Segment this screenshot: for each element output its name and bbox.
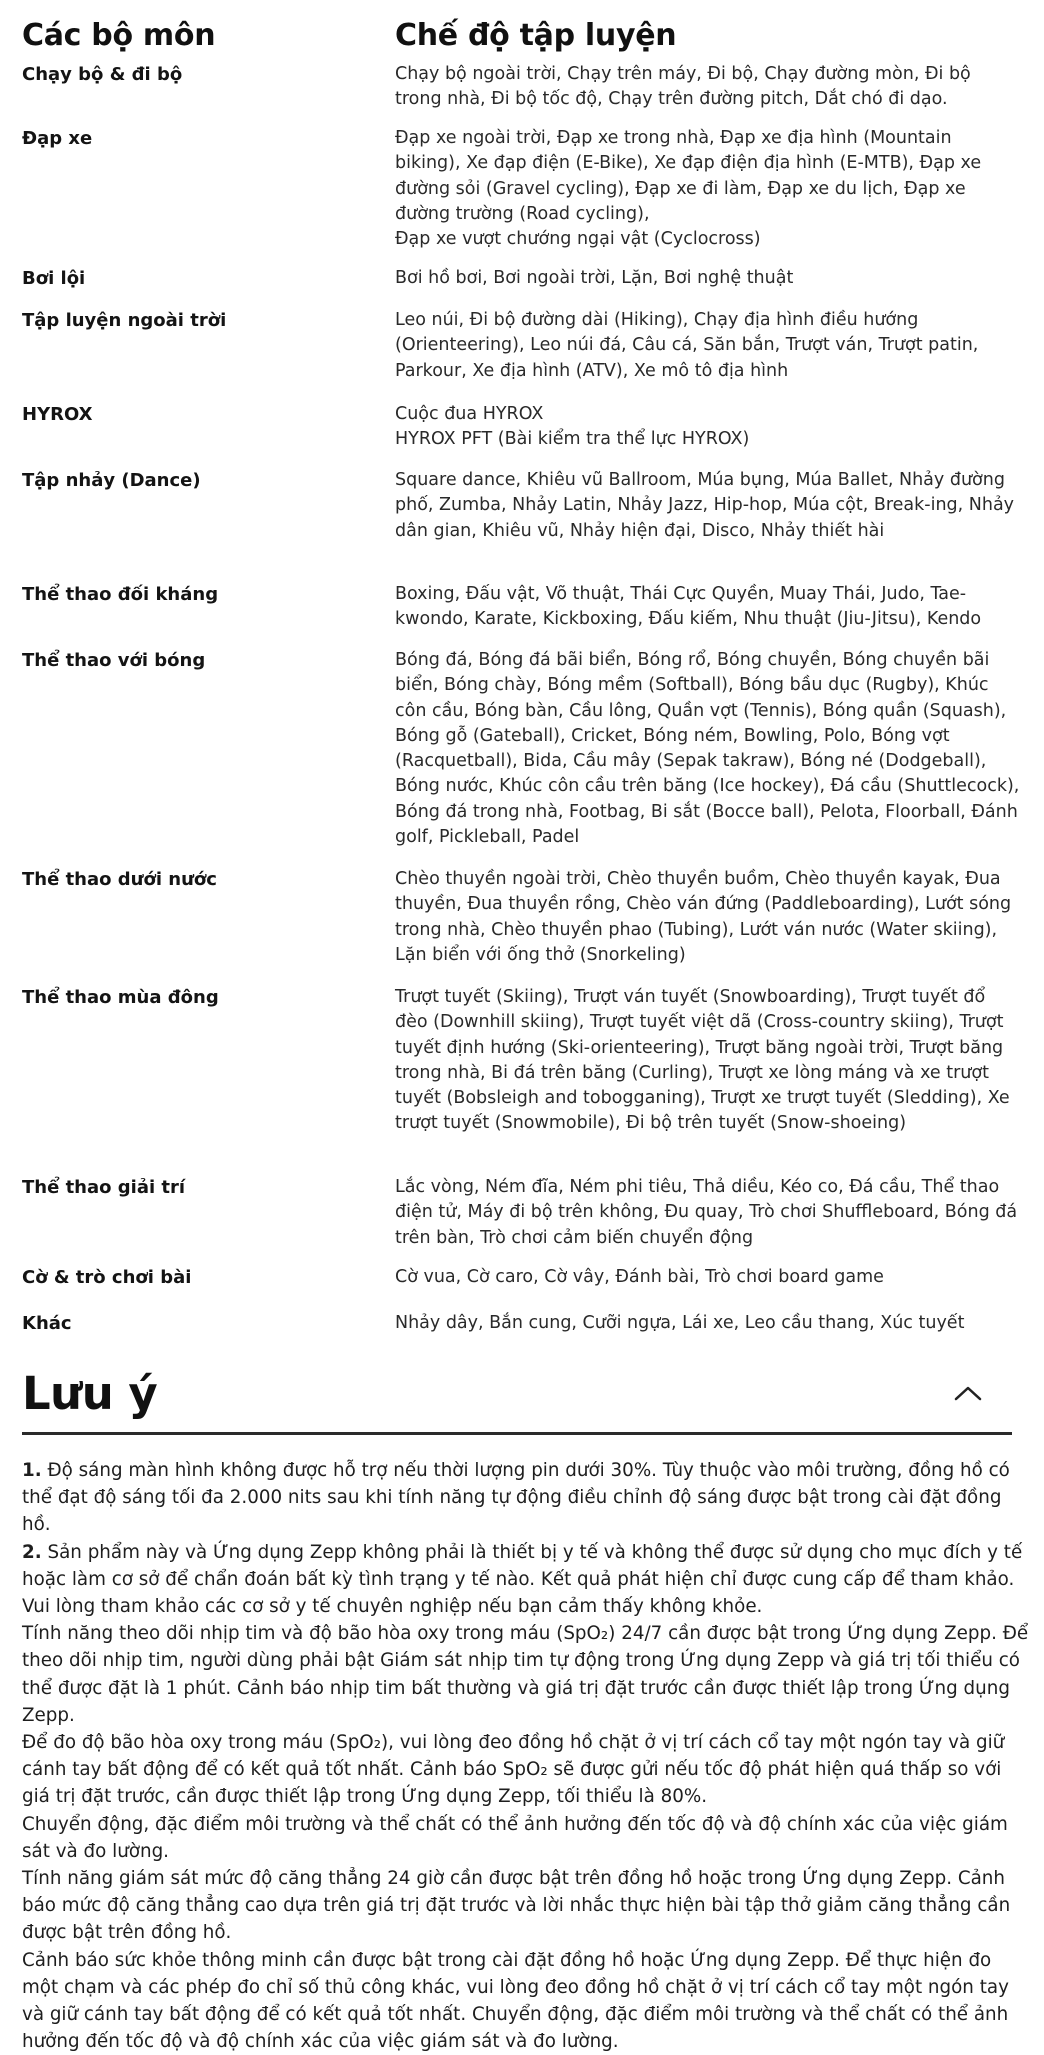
notes-header[interactable] <box>22 1362 1012 1435</box>
table-header <box>22 18 1022 62</box>
sports-modes-table <box>22 18 1022 1351</box>
table-row <box>22 402 1022 468</box>
note-paragraph: Tính năng theo dõi nhịp tim và độ bão hòa oxy trong máu (SpO₂) 24/7 cần được bật trong Ứng dụng Zepp. Để theo dõi nhịp tim, người dùng phải bật Giám sát nhịp tim tự động trong Ứng dụng Zepp và giá trị tối thiểu có thể được đặt là 1 phút. Cảnh báo nhịp tim bất thường và giá trị đặt trước cần được thiết lập trong Ứng dụng Zepp. <box>22 1623 1029 1726</box>
notes-section <box>22 1362 1029 2055</box>
modes-text: Square dance, Khiêu vũ Ballroom, Múa bụng, Múa Ballet, Nhảy đường phố, Zumba, Nhảy Latin, Nhảy Jazz, Hip-hop, Múa cột, Break-ing, Nhảy dân gian, Khiêu vũ, Nhảy hiện đại, Disco, Nhảy thiết hài <box>395 470 1015 541</box>
note-paragraph: Để đo độ bão hòa oxy trong máu (SpO₂), vui lòng đeo đồng hồ chặt ở vị trí cách cổ tay một ngón tay và giữ cánh tay bất động để có kết quả tốt nhất. Cảnh báo SpO₂ sẽ được gửi nếu tốc độ phát hiện quá thấp so với giá trị đặt trước, cần được thiết lập trong Ứng dụng Zepp, tối thiểu là 80%. <box>22 1732 1005 1808</box>
category-label: Khác <box>22 1313 72 1334</box>
modes-text: Lắc vòng, Ném đĩa, Ném phi tiêu, Thả diều, Kéo co, Đá cầu, Thể thao điện tử, Máy đi bộ trên không, Đu quay, Trò chơi Shuffleboard, Bóng đá trên bàn, Trò chơi cảm biến chuyển động <box>395 1177 1018 1248</box>
chevron-up-icon[interactable] <box>944 1369 992 1417</box>
modes-text: Bóng đá, Bóng đá bãi biển, Bóng rổ, Bóng chuyền, Bóng chuyền bãi biển, Bóng chày, Bóng mềm (Softball), Bóng bầu dục (Rugby), Khúc côn cầu, Bóng bàn, Cầu lông, Quần vợt (Tennis), Bóng quần (Squash), Bóng gỗ (Gateball), Cricket, Bóng ném, Bowling, Polo, Bóng vợt (Racquetball), Bida, Cầu mây (Sepak takraw), Bóng né (Dodgeball), Bóng nước, Khúc côn cầu trên băng (Ice hockey), Đá cầu (Shuttlecock), Bóng đá trong nhà, Footbag, Bi sắt (Bocce ball), Pelota, Floorball, Đánh golf, Pickleball, Padel <box>395 650 1020 848</box>
category-label: Thể thao dưới nước <box>22 869 217 890</box>
category-label: Đạp xe <box>22 128 93 149</box>
category-label: Thể thao mùa đông <box>22 987 219 1008</box>
category-label: Tập nhảy (Dance) <box>22 470 201 491</box>
table-row <box>22 867 1022 985</box>
note-paragraph: Chuyển động, đặc điểm môi trường và thể chất có thể ảnh hưởng đến tốc độ và độ chính xác của việc giám sát và đo lường. <box>22 1813 1008 1862</box>
table-row <box>22 468 1022 582</box>
category-label: Thể thao giải trí <box>22 1177 186 1198</box>
note-paragraph: Tính năng giám sát mức độ căng thẳng 24 giờ cần được bật trên đồng hồ hoặc trong Ứng dụng Zepp. Cảnh báo mức độ căng thẳng cao dựa trên giá trị đặt trước và lời nhắc thực hiện bài tập thở giảm căng thẳng cần được bật trên đồng hồ. <box>22 1868 1011 1944</box>
modes-text: Trượt tuyết (Skiing), Trượt ván tuyết (Snowboarding), Trượt tuyết đổ đèo (Downhill skiing), Trượt tuyết việt dã (Cross-country skiing), Trượt tuyết định hướng (Ski-orienteering), Trượt băng ngoài trời, Trượt băng trong nhà, Bi đá trên băng (Curling), Trượt xe lòng máng và xe trượt tuyết (Bobsleigh and tobogganing), Trượt xe trượt tuyết (Sledding), Xe trượt tuyết (Snowmobile), Đi bộ trên tuyết (Snow-shoeing) <box>395 987 1010 1134</box>
header-category: Các bộ môn <box>22 18 216 53</box>
note-paragraph: Cảnh báo sức khỏe thông minh cần được bật trong cài đặt đồng hồ hoặc Ứng dụng Zepp. Để thực hiện đo một chạm và các phép đo chỉ số thủ công khác, vui lòng đeo đồng hồ chặt ở vị trí cách cổ tay một ngón tay và giữ cánh tay bất động để có kết quả tốt nhất. Chuyển động, đặc điểm môi trường và thể chất có thể ảnh hưởng đến tốc độ và độ chính xác của việc giám sát và đo lường. <box>22 1949 1009 2053</box>
notes-title: Lưu ý <box>22 1366 158 1420</box>
table-row <box>22 266 1022 308</box>
notes-body <box>22 1457 1032 2055</box>
category-label: Chạy bộ & đi bộ <box>22 64 183 85</box>
modes-text: Chèo thuyền ngoài trời, Chèo thuyền buồm, Chèo thuyền kayak, Đua thuyền, Đua thuyền rồng, Chèo ván đứng (Paddleboarding), Lướt sóng trong nhà, Chèo thuyền phao (Tubing), Lướt ván nước (Water skiing), Lặn biển với ống thở (Snorkeling) <box>395 869 1012 965</box>
category-label: HYROX <box>22 404 93 425</box>
category-label: Cờ & trò chơi bài <box>22 1267 192 1288</box>
table-row <box>22 126 1022 266</box>
modes-text: Bơi hồ bơi, Bơi ngoài trời, Lặn, Bơi nghệ thuật <box>395 268 794 288</box>
table-row <box>22 1265 1022 1311</box>
modes-text: Leo núi, Đi bộ đường dài (Hiking), Chạy địa hình điều hướng (Orienteering), Leo núi đá, Câu cá, Săn bắn, Trượt ván, Trượt patin, Parkour, Xe địa hình (ATV), Xe mô tô địa hình <box>395 310 979 381</box>
modes-text: Cờ vua, Cờ caro, Cờ vây, Đánh bài, Trò chơi board game <box>395 1267 884 1287</box>
table-row <box>22 1311 1022 1351</box>
table-row <box>22 648 1022 867</box>
category-label: Bơi lội <box>22 268 86 289</box>
header-modes: Chế độ tập luyện <box>395 18 677 53</box>
table-row <box>22 62 1022 126</box>
note-paragraph: 2. Sản phẩm này và Ứng dụng Zepp không phải là thiết bị y tế và không thể được sử dụng cho mục đích y tế hoặc làm cơ sở để chẩn đoán bất kỳ tình trạng y tế nào. Kết quả phát hiện chỉ được cung cấp để tham khảo. Vui lòng tham khảo các cơ sở y tế chuyên nghiệp nếu bạn cảm thấy không khỏe. <box>22 1541 1023 1618</box>
note-paragraph: 1. Độ sáng màn hình không được hỗ trợ nếu thời lượng pin dưới 30%. Tùy thuộc vào môi trường, đồng hồ có thể đạt độ sáng tối đa 2.000 nits sau khi tính năng tự động điều chỉnh độ sáng được bật trong cài đặt đồng hồ. <box>22 1460 1010 1536</box>
table-row <box>22 985 1022 1175</box>
modes-text: Cuộc đua HYROX HYROX PFT (Bài kiểm tra thể lực HYROX) <box>395 404 750 450</box>
category-label: Thể thao đối kháng <box>22 584 219 605</box>
modes-text: Chạy bộ ngoài trời, Chạy trên máy, Đi bộ, Chạy đường mòn, Đi bộ trong nhà, Đi bộ tốc độ, Chạy trên đường pitch, Dắt chó đi dạo. <box>395 64 971 110</box>
table-row <box>22 582 1022 648</box>
modes-text: Đạp xe ngoài trời, Đạp xe trong nhà, Đạp xe địa hình (Mountain biking), Xe đạp điện (E-Bike), Xe đạp điện địa hình (E-MTB), Đạp xe đường sỏi (Gravel cycling), Đạp xe đi làm, Đạp xe du lịch, Đạp xe đường trường (Road cycling), Đạp xe vượt chướng ngại vật (Cyclocross) <box>395 128 982 250</box>
table-row <box>22 1175 1022 1265</box>
category-label: Tập luyện ngoài trời <box>22 310 227 331</box>
modes-text: Boxing, Đấu vật, Võ thuật, Thái Cực Quyền, Muay Thái, Judo, Tae-kwondo, Karate, Kickboxing, Đấu kiếm, Nhu thuật (Jiu-Jitsu), Kendo <box>395 584 982 630</box>
modes-text: Nhảy dây, Bắn cung, Cưỡi ngựa, Lái xe, Leo cầu thang, Xúc tuyết <box>395 1313 965 1333</box>
category-label: Thể thao với bóng <box>22 650 206 671</box>
table-row <box>22 308 1022 402</box>
